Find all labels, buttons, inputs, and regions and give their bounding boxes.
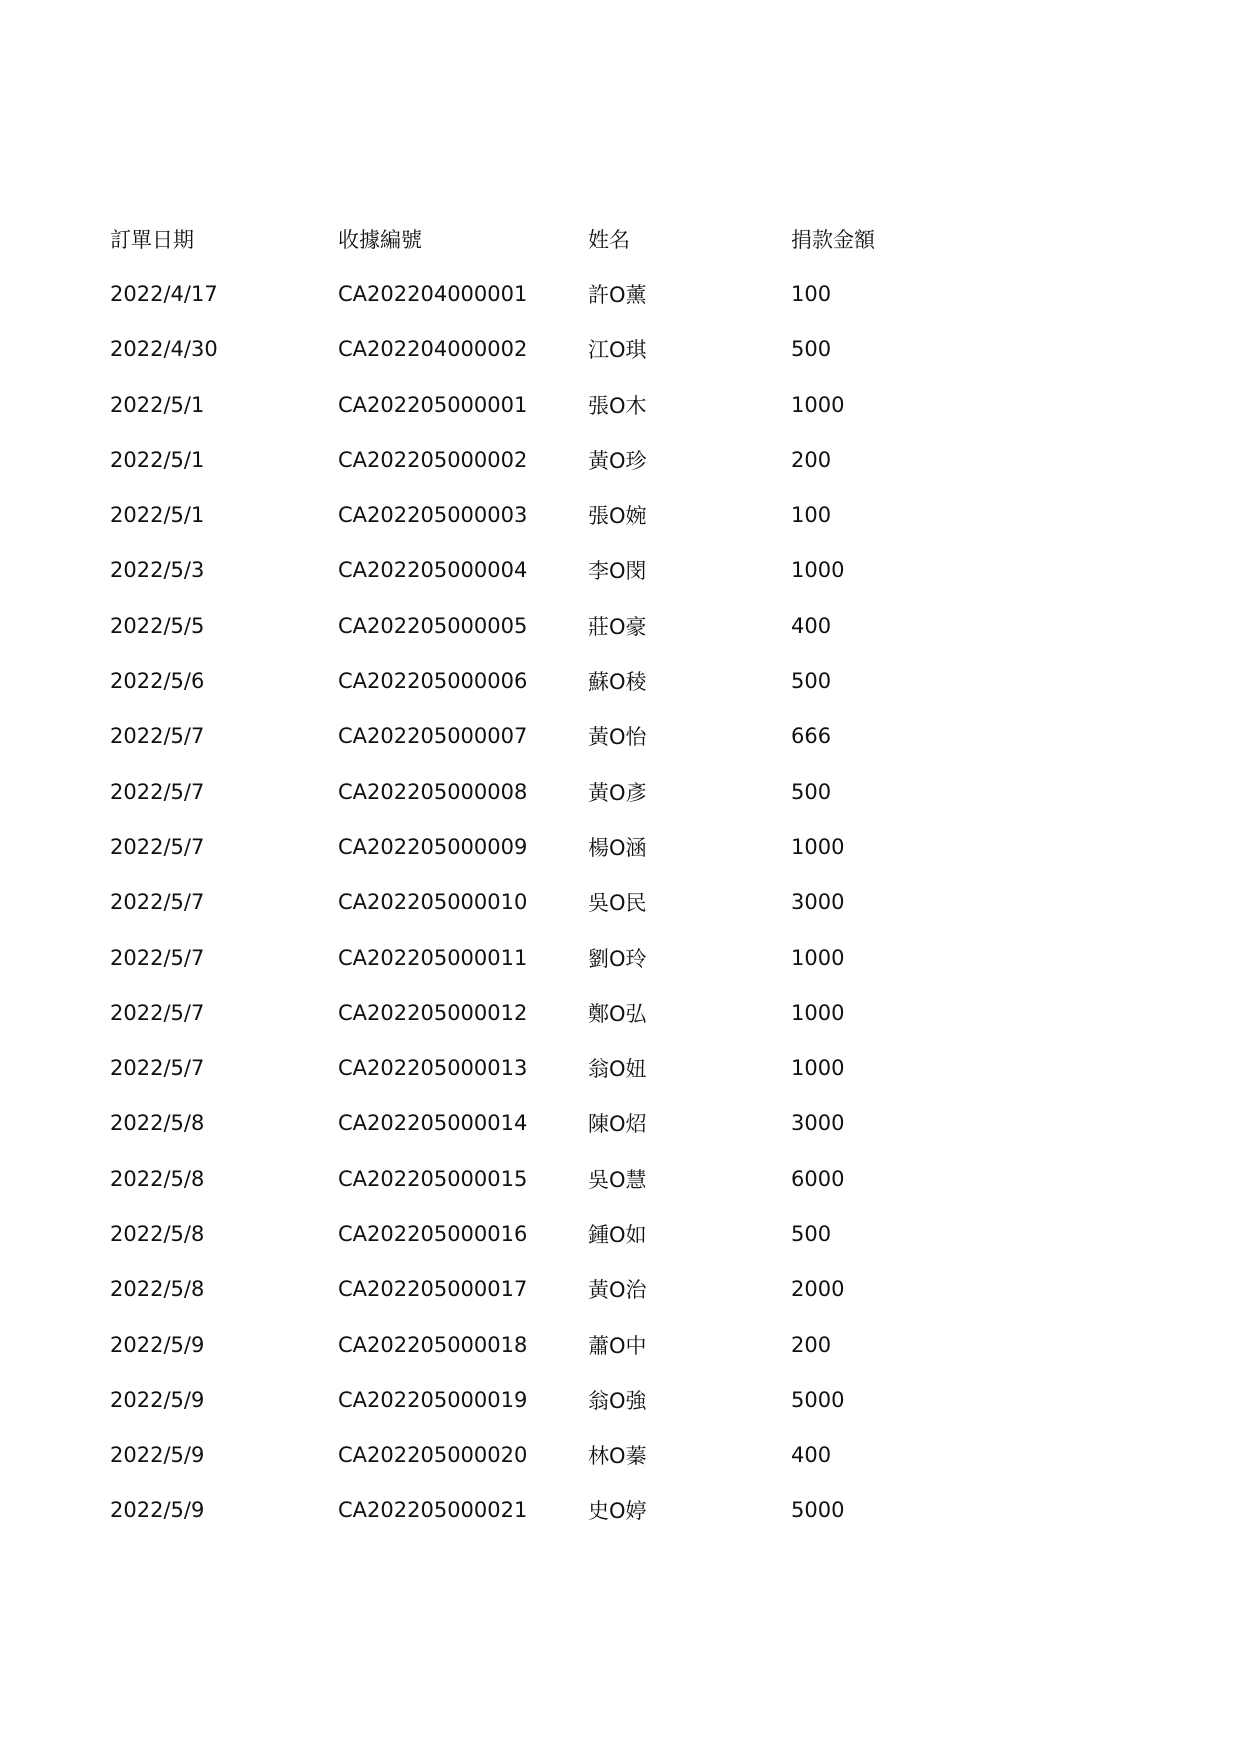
cell-donation-amount: 100: [791, 281, 832, 306]
table-row: [110, 266, 951, 321]
cell-receipt-number: CA202205000015: [338, 1166, 528, 1191]
table-row: [110, 1096, 951, 1151]
cell-donation-amount: 200: [791, 447, 832, 472]
cell-donation-amount: 1000: [791, 1000, 845, 1025]
table-row: [110, 1372, 951, 1427]
table-row: [110, 1262, 951, 1317]
cell-order-date: 2022/5/1: [110, 392, 205, 417]
cell-order-date: 2022/5/7: [110, 1056, 205, 1081]
table-row: [110, 1483, 951, 1538]
cell-donation-amount: 500: [791, 337, 832, 362]
cell-name: 史O婷: [588, 1499, 647, 1524]
cell-receipt-number: CA202205000005: [338, 613, 528, 638]
cell-receipt-number: CA202205000001: [338, 392, 528, 417]
cell-receipt-number: CA202205000004: [338, 558, 528, 583]
cell-order-date: 2022/5/9: [110, 1443, 205, 1468]
cell-order-date: 2022/5/7: [110, 834, 205, 859]
cell-donation-amount: 5000: [791, 1498, 845, 1523]
cell-donation-amount: 200: [791, 1332, 832, 1357]
header-donation-amount: 捐款金額: [791, 227, 875, 252]
cell-donation-amount: 400: [791, 1443, 832, 1468]
table-row: [110, 543, 951, 598]
cell-order-date: 2022/5/9: [110, 1332, 205, 1357]
cell-name: 張O婉: [588, 504, 647, 529]
cell-name: 鍾O如: [588, 1222, 647, 1247]
table-row: [110, 875, 951, 930]
cell-order-date: 2022/5/8: [110, 1111, 205, 1136]
cell-name: 黃O珍: [588, 448, 647, 473]
cell-name: 翁O強: [588, 1388, 647, 1413]
cell-name: 劉O玲: [588, 946, 647, 971]
cell-order-date: 2022/4/30: [110, 337, 218, 362]
cell-order-date: 2022/5/7: [110, 945, 205, 970]
cell-name: 蕭O中: [588, 1333, 647, 1358]
table-row: [110, 819, 951, 874]
cell-receipt-number: CA202205000013: [338, 1056, 528, 1081]
table-row: [110, 930, 951, 985]
cell-receipt-number: CA202205000017: [338, 1277, 528, 1302]
table-body: [110, 266, 951, 1538]
cell-receipt-number: CA202205000011: [338, 945, 528, 970]
cell-order-date: 2022/5/1: [110, 447, 205, 472]
cell-order-date: 2022/5/3: [110, 558, 205, 583]
cell-donation-amount: 500: [791, 779, 832, 804]
cell-receipt-number: CA202205000010: [338, 890, 528, 915]
cell-order-date: 2022/5/7: [110, 890, 205, 915]
table-row: [110, 709, 951, 764]
cell-donation-amount: 1000: [791, 392, 845, 417]
cell-name: 陳O炤: [588, 1112, 647, 1137]
cell-order-date: 2022/5/1: [110, 503, 205, 528]
table-row: [110, 1317, 951, 1372]
table-row: [110, 1206, 951, 1261]
header-name: 姓名: [588, 227, 630, 252]
table-header: [110, 211, 951, 266]
cell-name: 吳O慧: [588, 1167, 647, 1192]
cell-receipt-number: CA202205000014: [338, 1111, 528, 1136]
table-row: [110, 653, 951, 708]
cell-order-date: 2022/5/9: [110, 1387, 205, 1412]
cell-name: 張O木: [588, 393, 647, 418]
donation-table: [110, 211, 951, 1538]
cell-receipt-number: CA202205000020: [338, 1443, 528, 1468]
cell-donation-amount: 400: [791, 613, 832, 638]
cell-name: 翁O妞: [588, 1057, 647, 1082]
cell-order-date: 2022/5/5: [110, 613, 205, 638]
table-row: [110, 322, 951, 377]
cell-name: 楊O涵: [588, 835, 647, 860]
cell-donation-amount: 3000: [791, 890, 845, 915]
table-row: [110, 1040, 951, 1095]
cell-receipt-number: CA202204000001: [338, 281, 528, 306]
cell-receipt-number: CA202205000021: [338, 1498, 528, 1523]
table-row: [110, 1428, 951, 1483]
cell-receipt-number: CA202205000016: [338, 1221, 528, 1246]
table-row: [110, 487, 951, 542]
cell-name: 鄭O弘: [588, 1001, 647, 1026]
cell-order-date: 2022/5/8: [110, 1277, 205, 1302]
cell-name: 蘇O稜: [588, 670, 647, 695]
cell-name: 吳O民: [588, 891, 647, 916]
table-row: [110, 598, 951, 653]
cell-order-date: 2022/5/9: [110, 1498, 205, 1523]
cell-name: 林O蓁: [588, 1444, 647, 1469]
header-row: [110, 211, 951, 266]
header-order-date: 訂單日期: [110, 227, 194, 252]
cell-donation-amount: 2000: [791, 1277, 845, 1302]
table-row: [110, 432, 951, 487]
cell-donation-amount: 100: [791, 503, 832, 528]
cell-donation-amount: 500: [791, 1221, 832, 1246]
cell-receipt-number: CA202205000003: [338, 503, 528, 528]
cell-order-date: 2022/5/6: [110, 669, 205, 694]
cell-order-date: 2022/5/7: [110, 1000, 205, 1025]
cell-donation-amount: 1000: [791, 1056, 845, 1081]
cell-receipt-number: CA202205000018: [338, 1332, 528, 1357]
cell-order-date: 2022/5/7: [110, 779, 205, 804]
cell-donation-amount: 1000: [791, 558, 845, 583]
cell-name: 黃O怡: [588, 725, 647, 750]
cell-name: 黃O彥: [588, 780, 647, 805]
header-receipt-number: 收據編號: [338, 227, 422, 252]
cell-receipt-number: CA202204000002: [338, 337, 528, 362]
cell-receipt-number: CA202205000007: [338, 724, 528, 749]
cell-name: 黃O治: [588, 1278, 647, 1303]
cell-order-date: 2022/5/8: [110, 1166, 205, 1191]
cell-donation-amount: 3000: [791, 1111, 845, 1136]
cell-receipt-number: CA202205000008: [338, 779, 528, 804]
cell-receipt-number: CA202205000019: [338, 1387, 528, 1412]
cell-donation-amount: 500: [791, 669, 832, 694]
cell-order-date: 2022/4/17: [110, 281, 218, 306]
cell-name: 許O薰: [588, 282, 647, 307]
cell-name: 江O琪: [588, 338, 647, 363]
cell-order-date: 2022/5/7: [110, 724, 205, 749]
cell-name: 李O閔: [588, 559, 647, 584]
cell-receipt-number: CA202205000002: [338, 447, 528, 472]
table-row: [110, 764, 951, 819]
cell-donation-amount: 5000: [791, 1387, 845, 1412]
cell-donation-amount: 666: [791, 724, 832, 749]
table-row: [110, 985, 951, 1040]
cell-receipt-number: CA202205000009: [338, 834, 528, 859]
cell-receipt-number: CA202205000012: [338, 1000, 528, 1025]
cell-donation-amount: 1000: [791, 945, 845, 970]
cell-receipt-number: CA202205000006: [338, 669, 528, 694]
cell-donation-amount: 1000: [791, 834, 845, 859]
cell-order-date: 2022/5/8: [110, 1221, 205, 1246]
table-row: [110, 1151, 951, 1206]
table-row: [110, 377, 951, 432]
cell-name: 莊O豪: [588, 614, 647, 639]
cell-donation-amount: 6000: [791, 1166, 845, 1191]
